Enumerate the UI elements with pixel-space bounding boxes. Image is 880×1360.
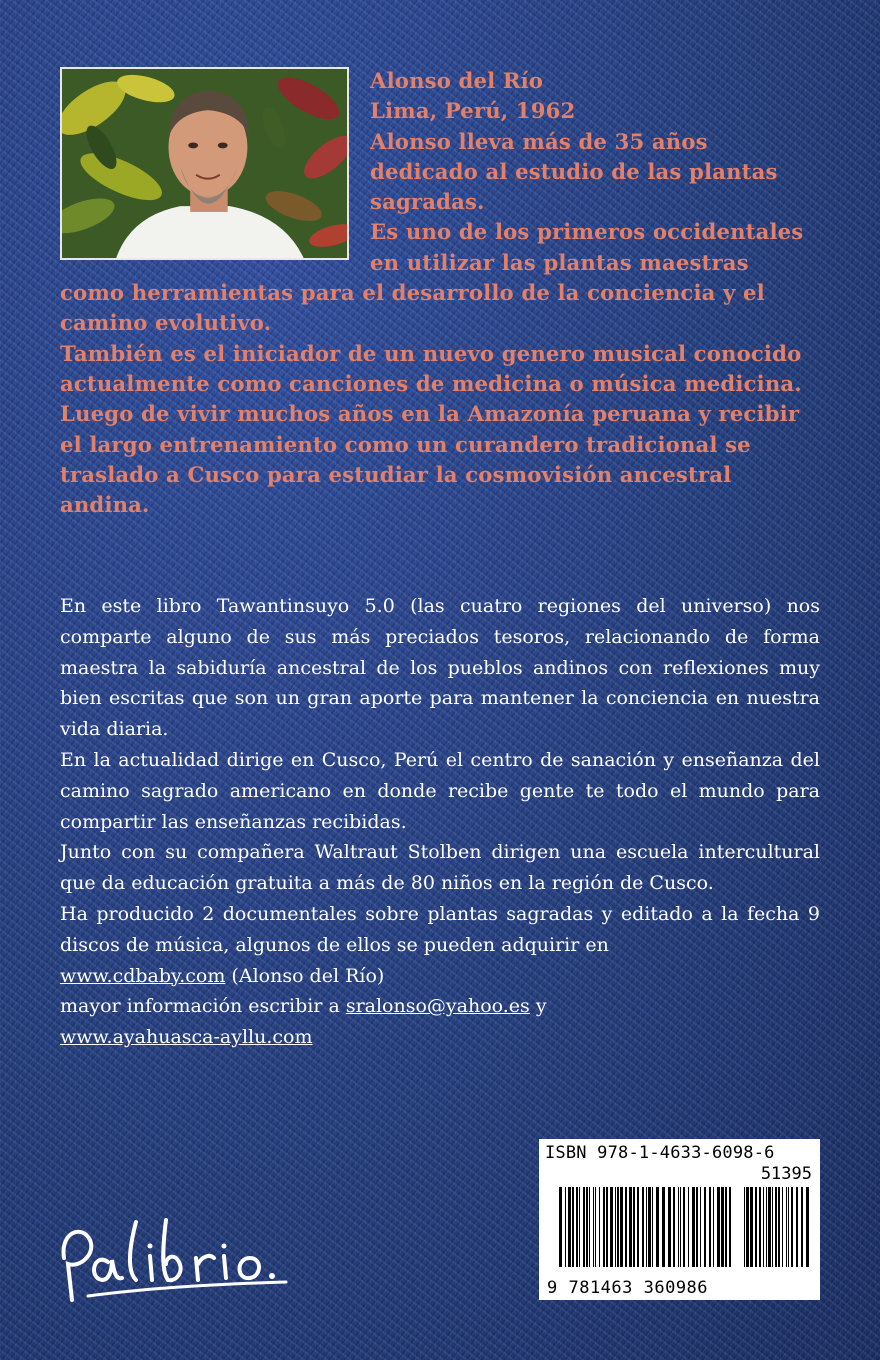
barcode-bar — [637, 1187, 639, 1267]
barcode-bar — [583, 1187, 585, 1267]
author-bio — [60, 66, 820, 520]
email-link[interactable]: sralonso@yahoo.es — [345, 995, 530, 1018]
contact-line — [60, 991, 820, 1022]
barcode-bar — [603, 1187, 605, 1267]
barcode-bar — [692, 1187, 695, 1267]
barcode-bar — [595, 1187, 596, 1267]
addon-bars — [744, 1187, 812, 1273]
barcode-bar — [766, 1187, 767, 1267]
author-origin: Lima, Perú, 1962 — [370, 98, 576, 124]
isbn-barcode — [539, 1139, 820, 1300]
barcode-bar — [750, 1187, 753, 1267]
barcode-bar — [559, 1187, 562, 1267]
description-paragraph: Ha producido 2 documentales sobre plantas sagradas y editado a la fecha 9 discos de música, algunos de ellos se pueden adquirir en — [60, 902, 820, 956]
barcode-bar — [572, 1187, 574, 1267]
barcode-bar — [759, 1187, 761, 1267]
barcode-bar — [652, 1187, 653, 1267]
description-paragraph: Junto con su compañera Waltraut Stolben dirigen una escuela intercultural que da educación gratuita a más de 80 niños en la región de Cusco. — [60, 841, 820, 895]
barcode-bar — [768, 1187, 771, 1267]
bio-paragraph: Es uno de los primeros occidentales en utilizar las plantas maestras como herramientas para el desarrollo de la conciencia y el camino evolutivo. — [60, 219, 804, 336]
barcode-bar — [806, 1187, 809, 1267]
barcode-bar — [673, 1187, 675, 1267]
barcode-bar — [696, 1187, 698, 1267]
barcode-bar — [688, 1187, 689, 1267]
barcode-bar — [648, 1187, 651, 1267]
barcode-bar — [680, 1187, 681, 1267]
book-description — [60, 591, 820, 1053]
barcode-bar — [565, 1187, 566, 1267]
barcode-bar — [586, 1187, 588, 1267]
barcode-bar — [721, 1187, 724, 1267]
barcode-bar — [755, 1187, 757, 1267]
website-line — [60, 1022, 820, 1053]
barcode-bar — [620, 1187, 623, 1267]
cdbaby-link[interactable]: www.cdbaby.com — [60, 964, 226, 987]
description-paragraph: En la actualidad dirige en Cusco, Perú el centro de sanación y enseñanza del camino sagrado americano en donde recibe gente te todo el mundo para compartir las enseñanzas recibidas. — [60, 748, 820, 833]
barcode-bar — [589, 1187, 590, 1267]
bio-paragraph: También es el iniciador de un nuevo genero musical conocido actualmente como canciones de medicina o música medicina. — [60, 340, 802, 396]
bio-paragraph: Alonso lleva más de 35 años dedicado al estudio de las plantas sagradas. — [370, 128, 778, 215]
website-link[interactable]: www.ayahuasca-ayllu.com — [60, 1026, 313, 1049]
barcode-bar — [717, 1187, 720, 1267]
barcode-bar — [775, 1187, 777, 1267]
barcode-bar — [678, 1187, 679, 1267]
barcode-bar — [617, 1187, 619, 1267]
price-code: 51395 — [760, 1164, 812, 1184]
barcode-bar — [709, 1187, 711, 1267]
barcode-bar — [629, 1187, 632, 1267]
barcode-bar — [704, 1187, 706, 1267]
barcode-bar — [763, 1187, 764, 1267]
ean-digits: 9 781463 360986 — [547, 1278, 709, 1298]
barcode-bar — [683, 1187, 685, 1267]
barcode-bar — [788, 1187, 789, 1267]
barcode-bar — [772, 1187, 773, 1267]
contact-prefix: mayor información escribir a — [60, 995, 346, 1018]
barcode-bar — [744, 1187, 745, 1267]
barcode-bar — [668, 1187, 671, 1267]
barcode-bar — [656, 1187, 659, 1267]
barcode-bar — [610, 1187, 613, 1267]
barcode-bar — [625, 1187, 627, 1267]
barcode-bar — [746, 1187, 749, 1267]
barcode-bar — [599, 1187, 600, 1267]
barcode-bar — [633, 1187, 635, 1267]
barcode-bar — [615, 1187, 616, 1267]
barcode-bar — [642, 1187, 644, 1267]
description-paragraph: En este libro Tawantinsuyo 5.0 (las cuatro regiones del universo) nos comparte alguno de sus más preciados tesoros, relacionando de forma maestra la sabiduría ancestral de los pueblos andinos con reflexiones muy bien escritas que son un gran aporte para mantener la conciencia en nuestra vida diaria. — [60, 595, 820, 741]
ean-bars — [559, 1187, 734, 1283]
barcode-bar — [778, 1187, 780, 1267]
barcode-bar — [593, 1187, 594, 1267]
publisher-logo — [58, 1212, 288, 1304]
barcode-bar — [579, 1187, 580, 1267]
barcode-bar — [786, 1187, 787, 1267]
cdbaby-line — [60, 961, 820, 992]
barcode-bar — [796, 1187, 798, 1267]
bio-paragraph: Luego de vivir muchos años en la Amazonía peruana y recibir el largo entrenamiento como un curandero tradicional se traslado a Cusco para estudiar la cosmovisión ancestral andina. — [60, 401, 800, 518]
barcode-bar — [729, 1187, 731, 1267]
cdbaby-note: (Alonso del Río) — [225, 964, 385, 987]
barcode-bar — [646, 1187, 647, 1267]
barcode-bar — [791, 1187, 793, 1267]
barcode-bar — [801, 1187, 803, 1267]
barcode-bar — [782, 1187, 783, 1267]
barcode-bar — [700, 1187, 701, 1267]
isbn-label: ISBN 978-1-4633-6098-6 — [545, 1143, 775, 1163]
barcode-bar — [662, 1187, 665, 1267]
author-name: Alonso del Río — [370, 68, 544, 93]
contact-suffix: y — [529, 995, 547, 1018]
barcode-bar — [606, 1187, 608, 1267]
barcode-bar — [725, 1187, 727, 1267]
barcode-bar — [568, 1187, 571, 1267]
barcode-bar — [713, 1187, 714, 1267]
barcode-bar — [576, 1187, 578, 1267]
